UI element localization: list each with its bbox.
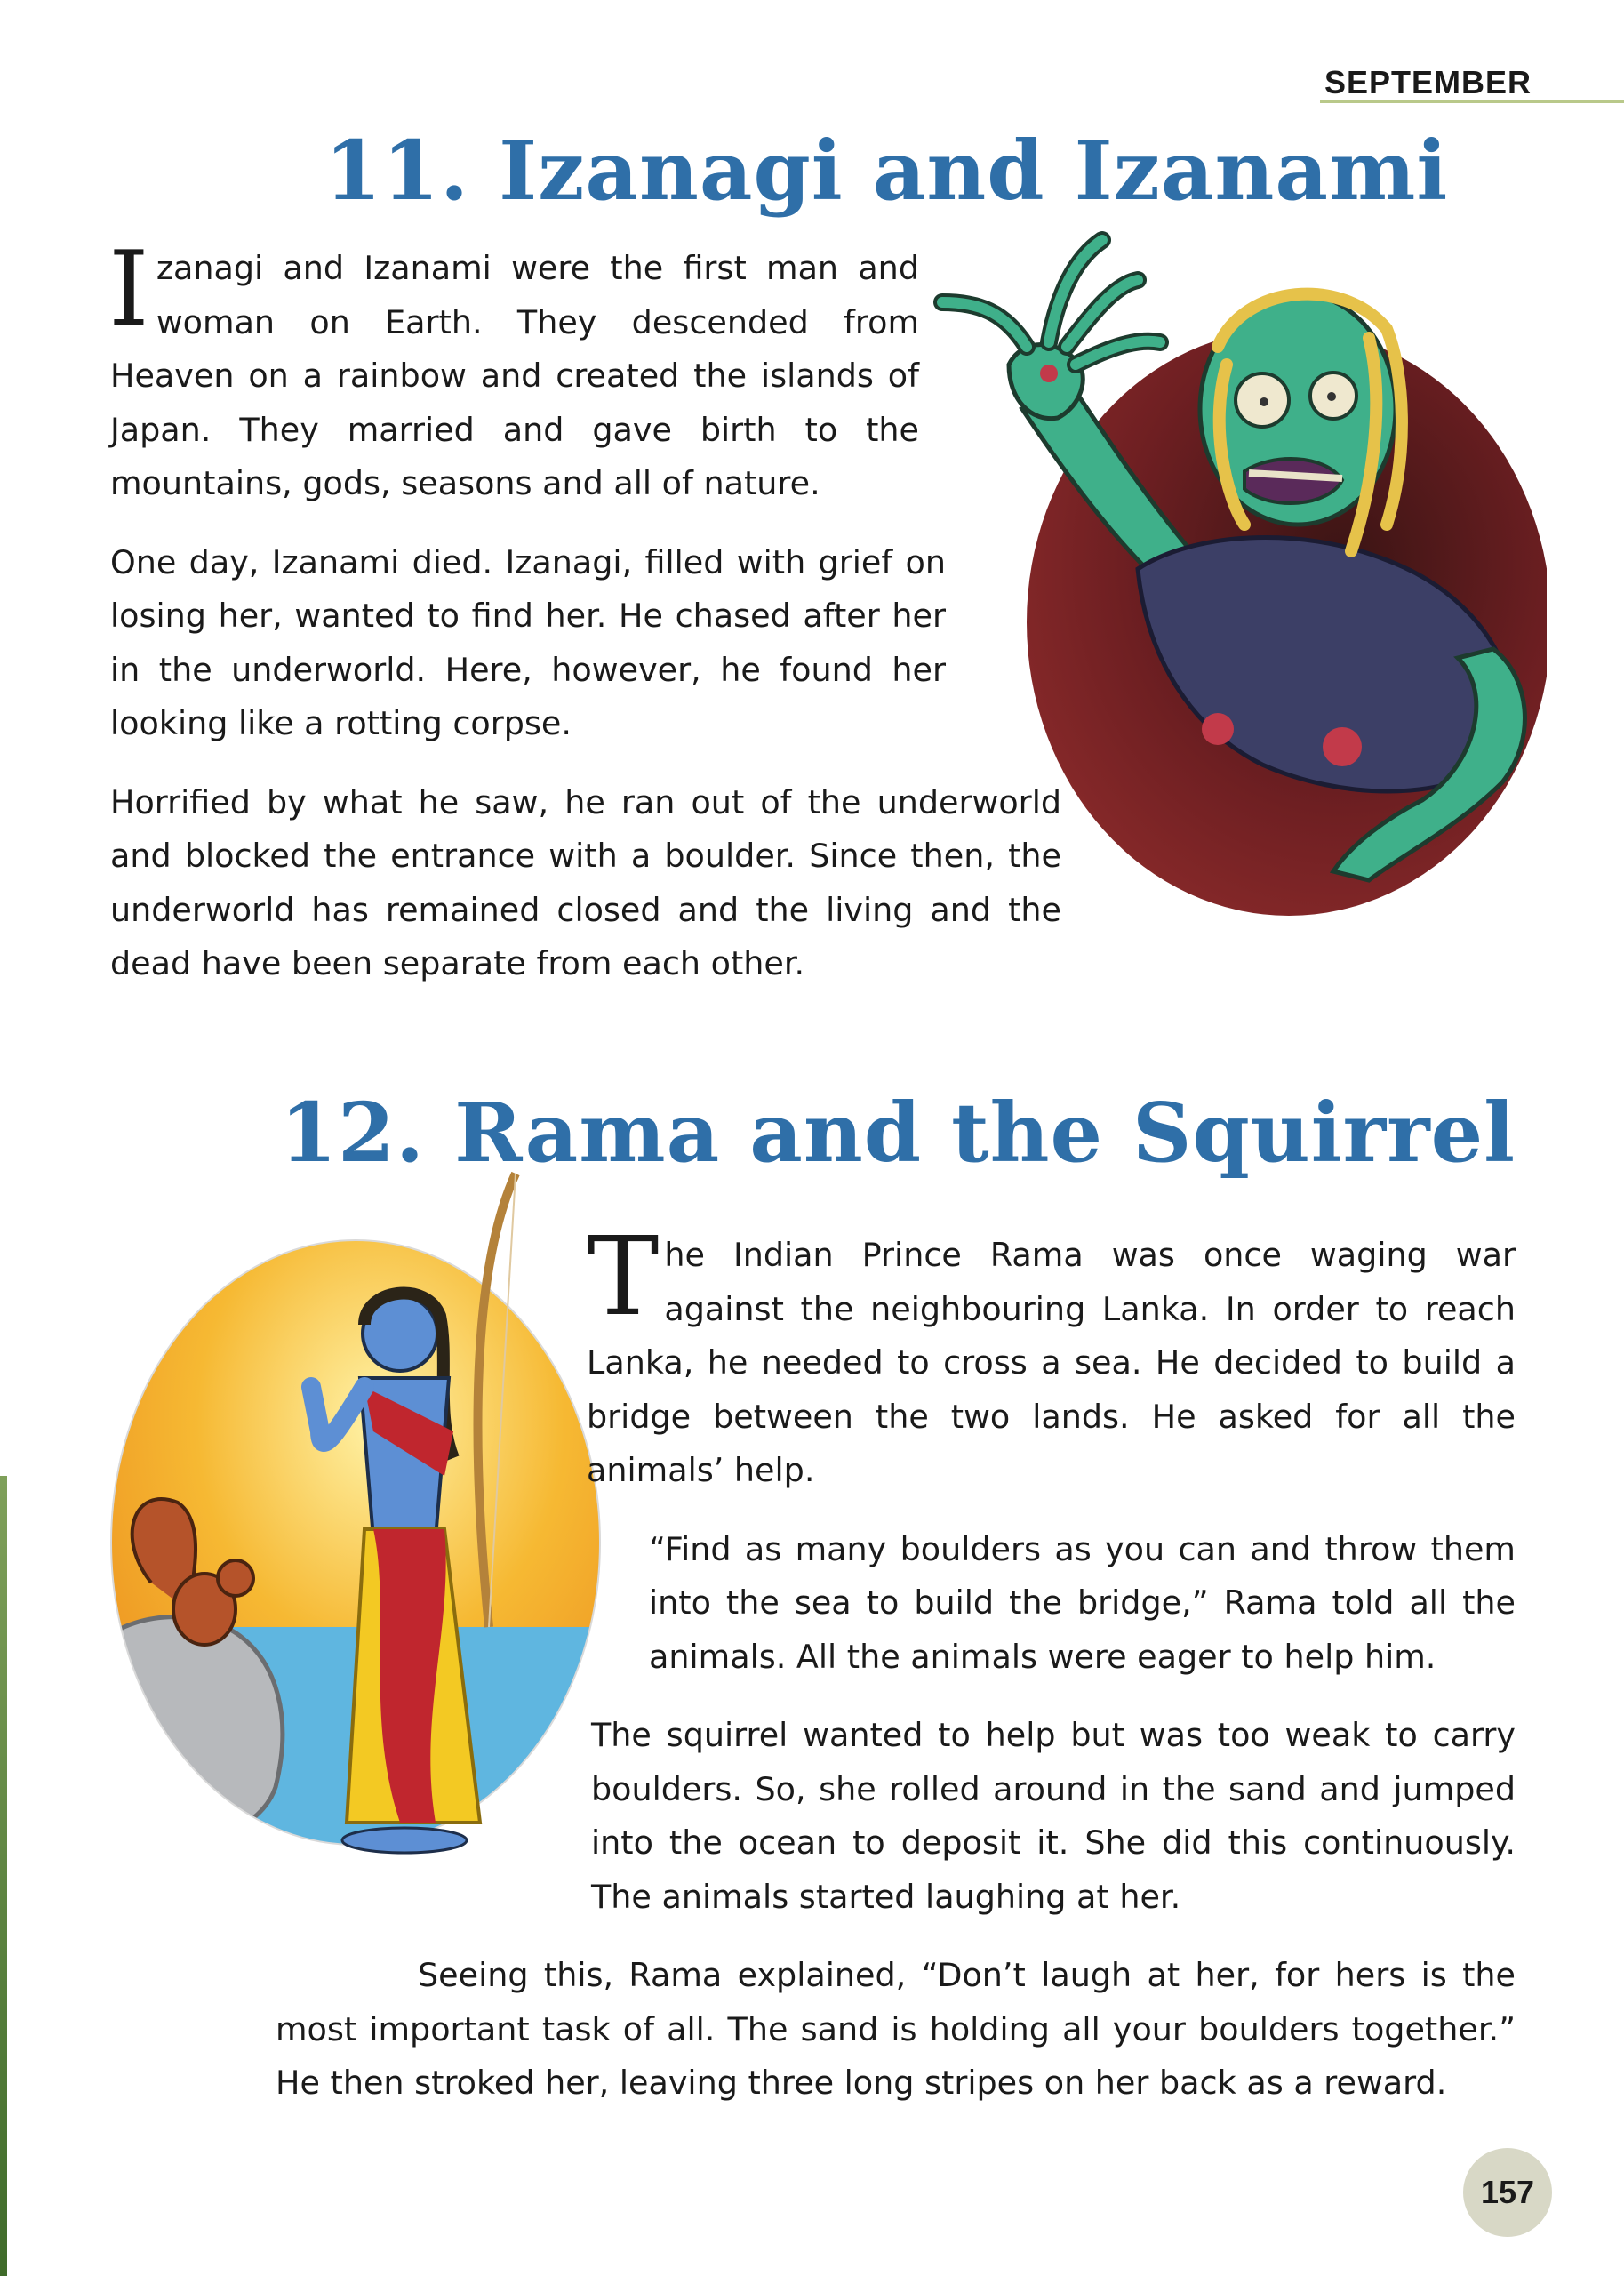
story-izanagi-text xyxy=(108,229,1061,1016)
story-title-rama: 12. Rama and the Squirrel xyxy=(280,1085,1516,1181)
zombie-pupil xyxy=(1260,397,1268,406)
drop-cap: T xyxy=(587,1214,660,1340)
paragraph: Horrified by what he saw, he ran out of the underworld and blocked the entrance with a boulder. Since then, the underworld has remained closed and the living and the dead have been separate from each other. xyxy=(110,782,1061,982)
header-rule xyxy=(1320,100,1624,103)
paragraph xyxy=(587,1214,1516,1498)
story-title-izanagi: 11. Izanagi and Izanami xyxy=(324,123,1449,219)
page-number: 157 xyxy=(1463,2148,1552,2237)
paragraph-text: zanagi and Izanami were the first man and woman on Earth. They descended from Heaven on a rainbow and created the islands of Japan. They married and gave birth to the mountains, gods, seasons and all of nature. xyxy=(110,249,919,502)
paragraph xyxy=(108,229,919,511)
paragraph: The squirrel wanted to help but was too weak to carry boulders. So, she rolled around in the sand and jumped into the ocean to deposit it. She did this continuously. The animals started laughing at her. xyxy=(591,1716,1516,1916)
paragraph: “Find as many boulders as you can and throw them into the sea to build the bridge,” Rama told all the animals. All the animals were eager to help him. xyxy=(649,1529,1516,1676)
page-edge-strip xyxy=(0,1476,7,2276)
rama-feet xyxy=(342,1828,467,1853)
drop-cap: I xyxy=(108,229,149,349)
month-header: SEPTEMBER xyxy=(1324,64,1532,100)
rocks xyxy=(98,1617,283,1852)
zombie-pupil xyxy=(1327,392,1336,401)
zombie-wound xyxy=(1323,727,1362,766)
paragraph: Seeing this, Rama explained, “Don’t laugh at her, for hers is the most important task of all. The sand is holding all your boulders together.” He then stroked her, leaving three long stripes on her back as a reward. xyxy=(276,1956,1516,2102)
paragraph-text: he Indian Prince Rama was once waging war against the neighbouring Lanka. In order to reach Lanka, he needed to cross a sea. He decided to build a bridge between the two lands. He asked for all the animals’ help. xyxy=(587,1236,1516,1489)
squirrel-head xyxy=(218,1560,253,1596)
paragraph: One day, Izanami died. Izanagi, filled with grief on losing her, wanted to find her. He chased after her in the underworld. Here, however, he found her looking like a rotting corpse. xyxy=(110,542,946,742)
story-rama-text xyxy=(276,1214,1516,2136)
zombie-wound xyxy=(1202,713,1234,745)
